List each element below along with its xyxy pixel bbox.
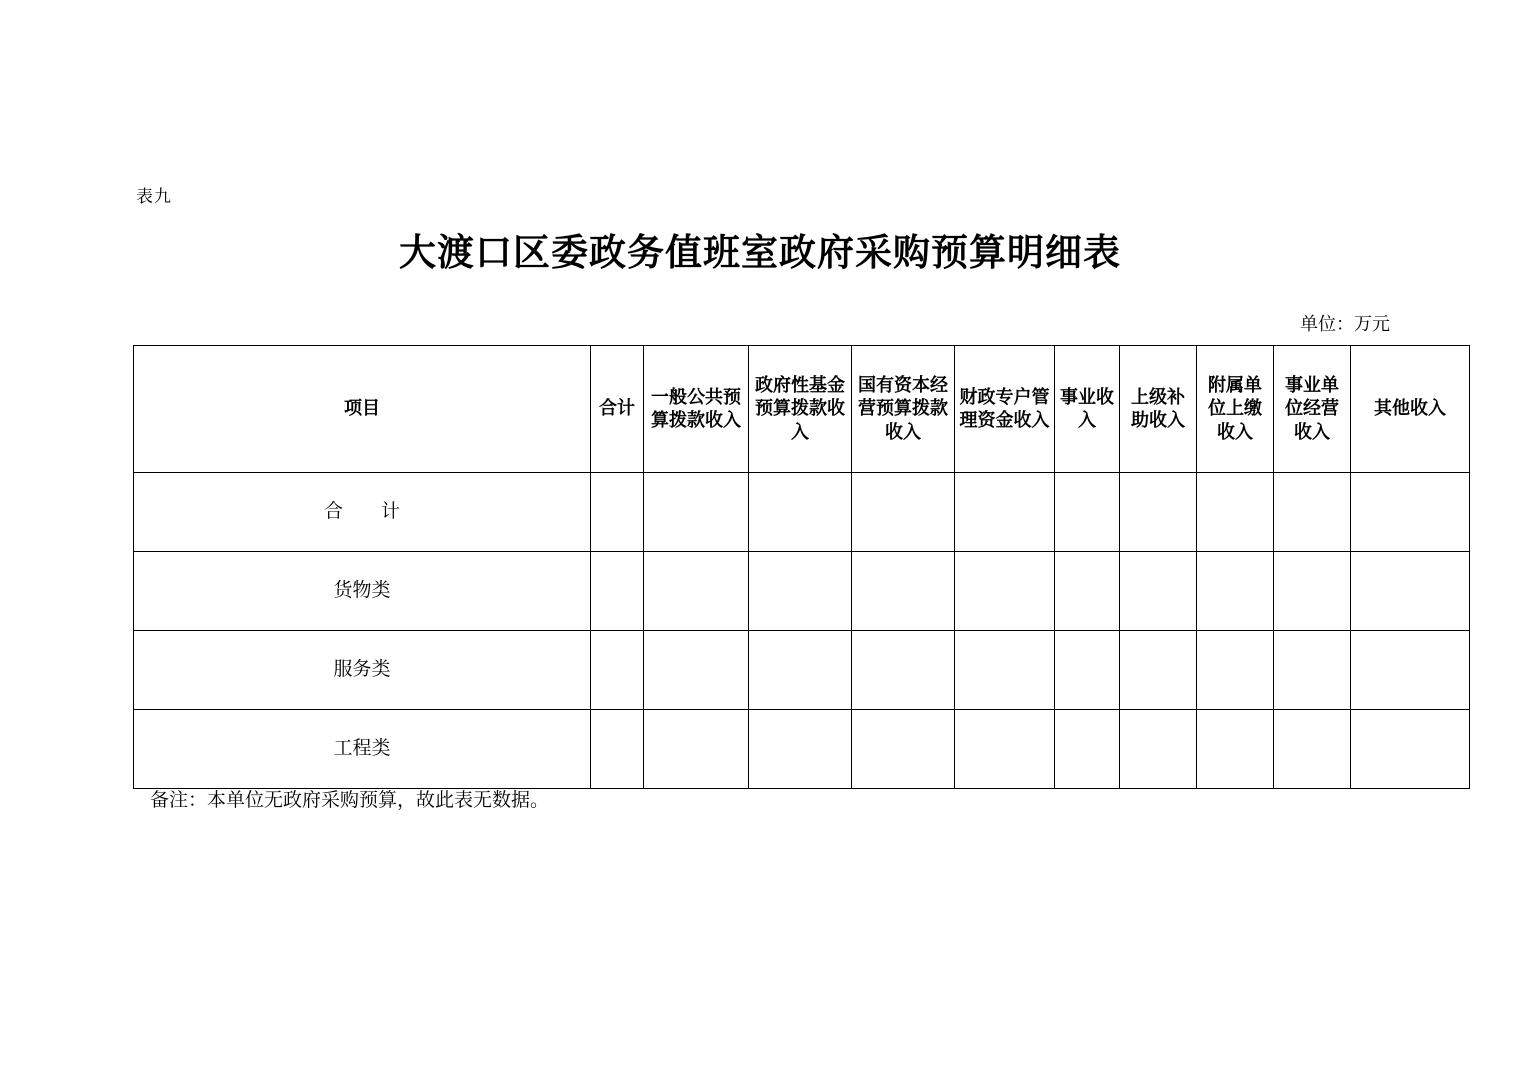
cell-government-fund-budget bbox=[749, 473, 852, 552]
cell-general-public-budget bbox=[644, 631, 749, 710]
row-label-total: 合 计 bbox=[134, 473, 591, 552]
cell-business-income bbox=[1055, 473, 1120, 552]
cell-other-income bbox=[1351, 552, 1470, 631]
cell-business-income bbox=[1055, 552, 1120, 631]
cell-business-unit-operating-income bbox=[1274, 552, 1351, 631]
column-header-subordinate-unit-payment: 附属单位上缴收入 bbox=[1197, 346, 1274, 473]
cell-superior-subsidy-income bbox=[1120, 473, 1197, 552]
row-label-engineering: 工程类 bbox=[134, 710, 591, 789]
table-header-row bbox=[134, 346, 1470, 473]
column-header-superior-subsidy-income: 上级补助收入 bbox=[1120, 346, 1197, 473]
cell-government-fund-budget bbox=[749, 631, 852, 710]
cell-general-public-budget bbox=[644, 710, 749, 789]
cell-business-unit-operating-income bbox=[1274, 473, 1351, 552]
column-header-fiscal-account-managed-funds: 财政专户管理资金收入 bbox=[955, 346, 1055, 473]
cell-total bbox=[591, 473, 644, 552]
cell-business-unit-operating-income bbox=[1274, 631, 1351, 710]
table-row bbox=[134, 552, 1470, 631]
sheet-label: 表九 bbox=[136, 187, 172, 206]
unit-note: 单位：万元 bbox=[1300, 314, 1390, 334]
cell-state-capital-operation-budget bbox=[852, 473, 955, 552]
cell-total bbox=[591, 552, 644, 631]
cell-business-unit-operating-income bbox=[1274, 710, 1351, 789]
cell-superior-subsidy-income bbox=[1120, 710, 1197, 789]
cell-subordinate-unit-payment bbox=[1197, 631, 1274, 710]
table-row bbox=[134, 710, 1470, 789]
cell-fiscal-account-managed-funds bbox=[955, 473, 1055, 552]
cell-business-income bbox=[1055, 631, 1120, 710]
cell-state-capital-operation-budget bbox=[852, 552, 955, 631]
cell-state-capital-operation-budget bbox=[852, 631, 955, 710]
page-title: 大渡口区委政务值班室政府采购预算明细表 bbox=[399, 233, 1121, 274]
cell-total bbox=[591, 710, 644, 789]
column-header-item: 项目 bbox=[134, 346, 591, 473]
table-remark: 备注：本单位无政府采购预算，故此表无数据。 bbox=[150, 790, 550, 811]
cell-total bbox=[591, 631, 644, 710]
cell-fiscal-account-managed-funds bbox=[955, 552, 1055, 631]
cell-subordinate-unit-payment bbox=[1197, 473, 1274, 552]
cell-other-income bbox=[1351, 473, 1470, 552]
cell-superior-subsidy-income bbox=[1120, 552, 1197, 631]
cell-general-public-budget bbox=[644, 473, 749, 552]
cell-general-public-budget bbox=[644, 552, 749, 631]
column-header-state-capital-operation-budget: 国有资本经营预算拨款收入 bbox=[852, 346, 955, 473]
cell-state-capital-operation-budget bbox=[852, 710, 955, 789]
column-header-business-income: 事业收入 bbox=[1055, 346, 1120, 473]
table-row bbox=[134, 631, 1470, 710]
cell-other-income bbox=[1351, 631, 1470, 710]
cell-fiscal-account-managed-funds bbox=[955, 710, 1055, 789]
cell-government-fund-budget bbox=[749, 552, 852, 631]
cell-business-income bbox=[1055, 710, 1120, 789]
cell-subordinate-unit-payment bbox=[1197, 552, 1274, 631]
table-row bbox=[134, 473, 1470, 552]
cell-superior-subsidy-income bbox=[1120, 631, 1197, 710]
cell-fiscal-account-managed-funds bbox=[955, 631, 1055, 710]
procurement-budget-table bbox=[133, 345, 1470, 789]
cell-other-income bbox=[1351, 710, 1470, 789]
column-header-total: 合计 bbox=[591, 346, 644, 473]
cell-government-fund-budget bbox=[749, 710, 852, 789]
column-header-general-public-budget: 一般公共预算拨款收入 bbox=[644, 346, 749, 473]
column-header-other-income: 其他收入 bbox=[1351, 346, 1470, 473]
row-label-services: 服务类 bbox=[134, 631, 591, 710]
cell-subordinate-unit-payment bbox=[1197, 710, 1274, 789]
column-header-business-unit-operating-income: 事业单位经营收入 bbox=[1274, 346, 1351, 473]
column-header-government-fund-budget: 政府性基金预算拨款收入 bbox=[749, 346, 852, 473]
row-label-goods: 货物类 bbox=[134, 552, 591, 631]
